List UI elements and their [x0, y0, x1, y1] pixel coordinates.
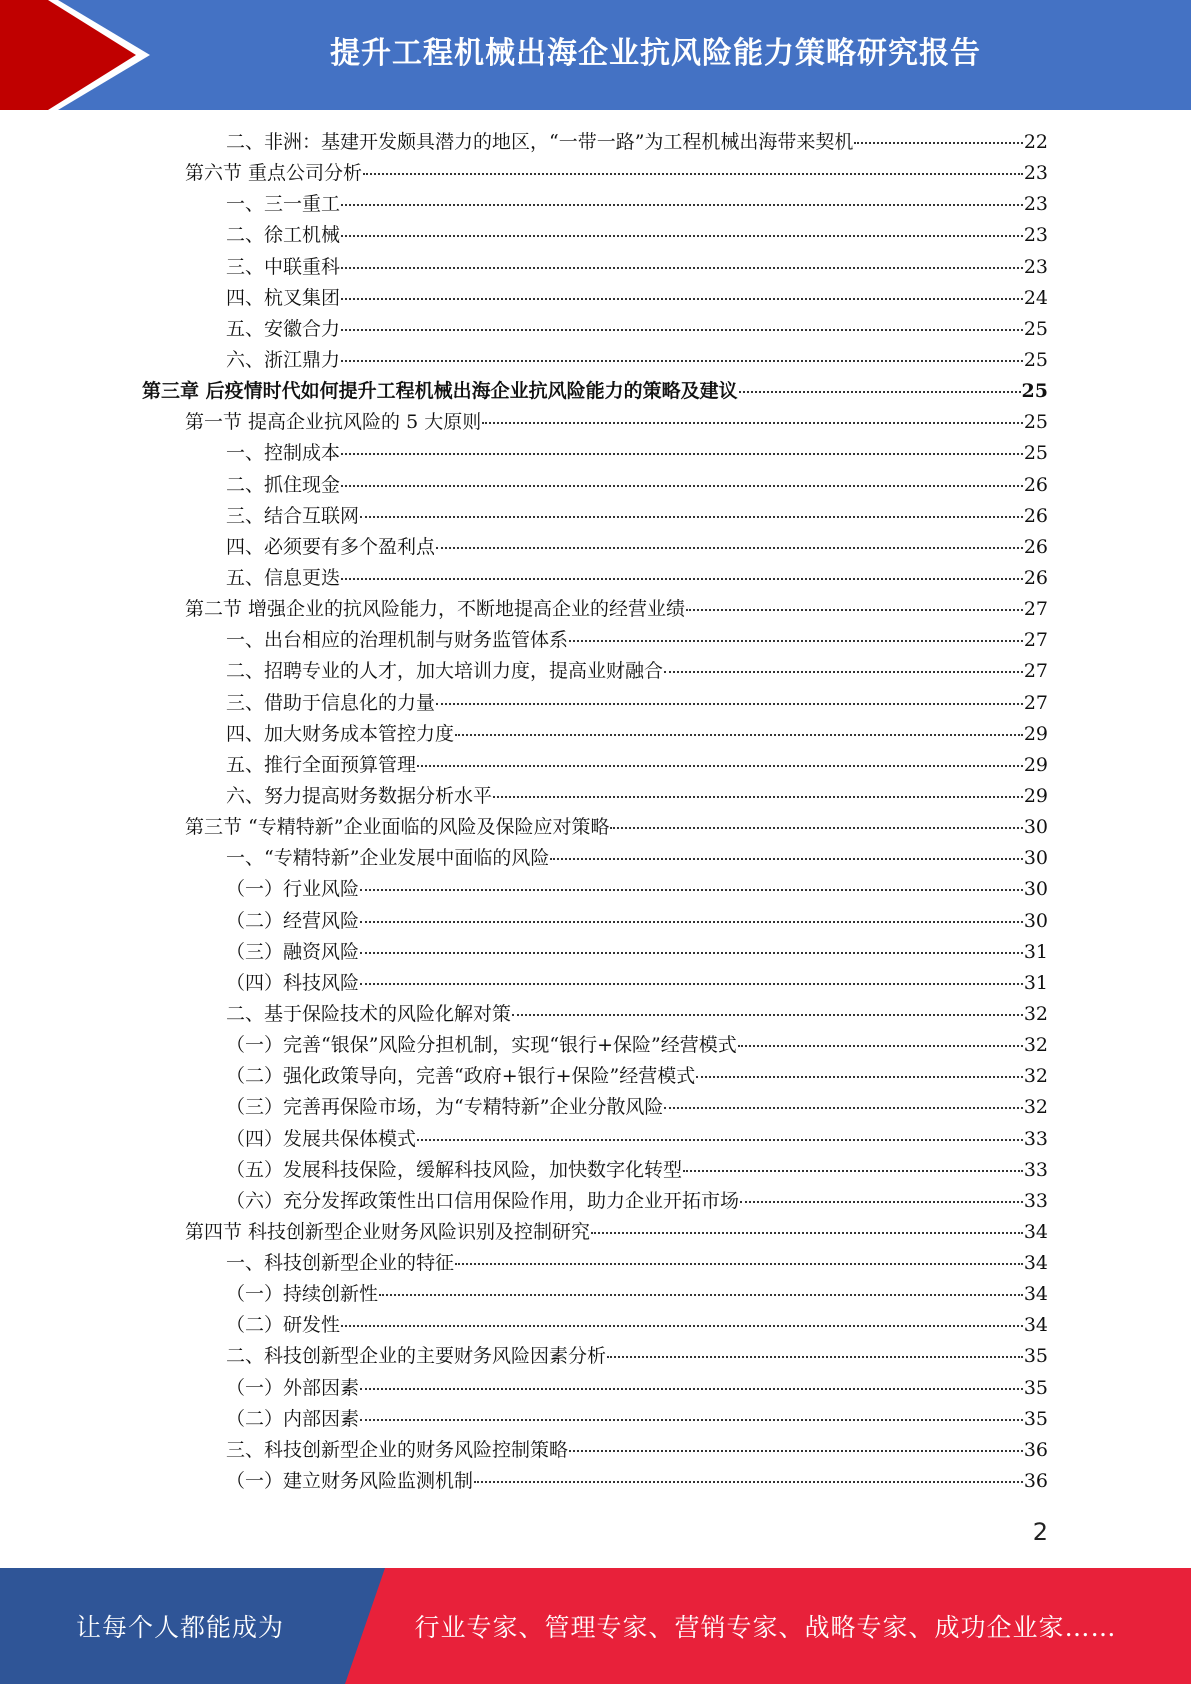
toc-entry[interactable] — [0, 1155, 1191, 1186]
toc-entry[interactable] — [0, 127, 1191, 158]
toc-entry[interactable] — [0, 1092, 1191, 1123]
toc-dot-leader — [341, 298, 1023, 300]
toc-dot-leader — [436, 703, 1023, 705]
report-title: 提升工程机械出海企业抗风险能力策略研究报告 — [330, 36, 981, 71]
toc-entry-title: 三、结合互联网 — [226, 504, 360, 527]
red-chevron-icon — [0, 0, 160, 110]
toc-entry-title: （五）发展科技保险，缓解科技风险，加快数字化转型 — [226, 1158, 683, 1181]
toc-dot-leader — [550, 858, 1022, 860]
toc-entry-page: 33 — [1023, 1127, 1048, 1150]
toc-entry-page: 26 — [1023, 535, 1048, 558]
toc-dot-leader — [569, 640, 1023, 642]
toc-entry[interactable] — [0, 688, 1191, 719]
toc-entry-page: 34 — [1023, 1220, 1048, 1243]
toc-entry-title: 六、浙江鼎力 — [226, 348, 341, 371]
toc-entry-page: 34 — [1023, 1314, 1048, 1337]
toc-entry-title: （四）科技风险 — [226, 971, 360, 994]
toc-entry-title: 二、科技创新型企业的主要财务风险因素分析 — [226, 1345, 607, 1368]
toc-dot-leader — [474, 1481, 1023, 1483]
toc-entry-page: 26 — [1023, 504, 1048, 527]
page-header — [0, 0, 1191, 110]
toc-entry-page: 32 — [1023, 1096, 1048, 1119]
toc-entry-page: 27 — [1023, 660, 1048, 683]
toc-entry-title: （三）完善再保险市场，为“专精特新”企业分散风险 — [226, 1096, 664, 1119]
toc-entry-title: 一、“专精特新”企业发展中面临的风险 — [226, 847, 550, 870]
toc-entry-page: 31 — [1023, 940, 1048, 963]
toc-entry-page: 29 — [1023, 722, 1048, 745]
toc-dot-leader — [341, 453, 1023, 455]
toc-entry-page: 24 — [1023, 286, 1048, 309]
toc-entry[interactable] — [0, 252, 1191, 283]
toc-dot-leader — [738, 1045, 1023, 1047]
toc-entry[interactable] — [0, 656, 1191, 687]
toc-entry[interactable] — [0, 1373, 1191, 1404]
toc-entry-page: 32 — [1023, 1034, 1048, 1057]
toc-entry[interactable] — [0, 1466, 1191, 1497]
footer-slogan-left: 让每个人都能成为 — [75, 1613, 284, 1642]
toc-entry-page: 25 — [1023, 411, 1048, 434]
toc-entry-page: 29 — [1023, 784, 1048, 807]
toc-entry-page: 33 — [1023, 1158, 1048, 1181]
page-footer — [0, 1568, 1191, 1684]
toc-dot-leader — [739, 391, 1021, 393]
toc-entry[interactable] — [0, 1279, 1191, 1310]
toc-entry-title: 五、安徽合力 — [226, 317, 341, 340]
toc-entry-title: （一）外部因素 — [226, 1376, 360, 1399]
toc-entry[interactable] — [0, 781, 1191, 812]
toc-entry-title: 第四节 科技创新型企业财务风险识别及控制研究 — [185, 1220, 591, 1243]
toc-dot-leader — [363, 173, 1023, 175]
toc-entry[interactable] — [0, 1217, 1191, 1248]
toc-entry-title: 三、中联重科 — [226, 255, 341, 278]
toc-entry-page: 31 — [1023, 971, 1048, 994]
toc-entry[interactable] — [0, 314, 1191, 345]
table-of-contents — [0, 127, 1191, 1497]
toc-dot-leader — [360, 516, 1023, 518]
toc-entry-page: 35 — [1023, 1376, 1048, 1399]
toc-entry[interactable] — [0, 719, 1191, 750]
toc-dot-leader — [341, 1325, 1023, 1327]
toc-entry-page: 36 — [1023, 1438, 1048, 1461]
toc-dot-leader — [696, 1076, 1023, 1078]
toc-entry[interactable] — [0, 283, 1191, 314]
toc-entry[interactable] — [0, 750, 1191, 781]
toc-dot-leader — [360, 983, 1023, 985]
toc-entry-title: 第六节 重点公司分析 — [185, 162, 363, 185]
toc-dot-leader — [482, 422, 1023, 424]
toc-entry-title: （三）融资风险 — [226, 940, 360, 963]
toc-entry-title: 第三节 “专精特新”企业面临的风险及保险应对策略 — [185, 816, 610, 839]
toc-entry-title: 第二节 增强企业的抗风险能力，不断地提高企业的经营业绩 — [185, 598, 686, 621]
toc-entry[interactable] — [0, 220, 1191, 251]
toc-entry-page: 22 — [1023, 131, 1048, 153]
toc-entry-title: 二、非洲：基建开发颇具潜力的地区，“一带一路”为工程机械出海带来契机 — [226, 131, 854, 153]
toc-dot-leader — [455, 1263, 1023, 1265]
toc-entry-title: （四）发展共保体模式 — [226, 1127, 417, 1150]
toc-entry-title: 二、基于保险技术的风险化解对策 — [226, 1002, 512, 1025]
toc-dot-leader — [512, 1014, 1023, 1016]
toc-entry[interactable] — [0, 1310, 1191, 1341]
toc-entry[interactable] — [0, 532, 1191, 563]
toc-dot-leader — [607, 1356, 1023, 1358]
toc-dot-leader — [360, 889, 1023, 891]
toc-entry-page: 32 — [1023, 1002, 1048, 1025]
toc-dot-leader — [493, 796, 1023, 798]
toc-entry-title: 第三章 后疫情时代如何提升工程机械出海企业抗风险能力的策略及建议 — [142, 380, 738, 403]
toc-dot-leader — [341, 329, 1023, 331]
toc-dot-leader — [664, 1107, 1022, 1109]
toc-entry[interactable] — [0, 1248, 1191, 1279]
toc-entry-title: 一、出台相应的治理机制与财务监管体系 — [226, 629, 569, 652]
toc-entry-title: （二）强化政策导向，完善“政府+银行+保险”经营模式 — [226, 1065, 696, 1088]
toc-entry[interactable] — [0, 625, 1191, 656]
toc-entry-title: （一）建立财务风险监测机制 — [226, 1470, 474, 1493]
toc-entry[interactable] — [0, 1030, 1191, 1061]
toc-entry-title: 二、徐工机械 — [226, 224, 341, 247]
toc-entry[interactable] — [0, 407, 1191, 438]
toc-entry-title: （六）充分发挥政策性出口信用保险作用，助力企业开拓市场 — [226, 1189, 740, 1212]
toc-entry-page: 23 — [1023, 224, 1048, 247]
toc-entry-page: 26 — [1023, 566, 1048, 589]
toc-entry[interactable] — [0, 1124, 1191, 1155]
toc-entry-title: 三、科技创新型企业的财务风险控制策略 — [226, 1438, 569, 1461]
toc-entry-title: 一、控制成本 — [226, 442, 341, 465]
toc-entry-title: （二）研发性 — [226, 1314, 341, 1337]
toc-entry[interactable] — [0, 1435, 1191, 1466]
toc-entry[interactable] — [0, 874, 1191, 905]
toc-entry-title: 三、借助于信息化的力量 — [226, 691, 436, 714]
toc-entry[interactable] — [0, 438, 1191, 469]
toc-entry-page: 27 — [1023, 629, 1048, 652]
toc-entry-page: 25 — [1021, 380, 1048, 403]
toc-entry-page: 32 — [1023, 1065, 1048, 1088]
toc-dot-leader — [379, 1294, 1023, 1296]
toc-entry[interactable] — [0, 812, 1191, 843]
toc-entry-page: 29 — [1023, 753, 1048, 776]
toc-entry-page: 30 — [1023, 878, 1048, 901]
toc-entry[interactable] — [0, 968, 1191, 999]
toc-entry[interactable] — [0, 1404, 1191, 1435]
toc-entry-page: 25 — [1023, 442, 1048, 465]
toc-dot-leader — [455, 734, 1023, 736]
toc-entry-title: 二、招聘专业的人才，加大培训力度，提高业财融合 — [226, 660, 664, 683]
toc-dot-leader — [686, 609, 1023, 611]
toc-entry-page: 23 — [1023, 162, 1048, 185]
toc-entry-title: （二）内部因素 — [226, 1407, 360, 1430]
toc-entry-page: 23 — [1023, 255, 1048, 278]
toc-entry-title: （一）完善“银保”风险分担机制，实现“银行+保险”经营模式 — [226, 1034, 737, 1057]
toc-entry-page: 33 — [1023, 1189, 1048, 1212]
toc-entry[interactable] — [0, 158, 1191, 189]
toc-dot-leader — [664, 671, 1023, 673]
toc-entry-page: 35 — [1023, 1345, 1048, 1368]
toc-dot-leader — [569, 1450, 1023, 1452]
toc-entry[interactable] — [0, 1061, 1191, 1092]
toc-entry-title: 第一节 提高企业抗风险的 5 大原则 — [185, 411, 482, 434]
toc-entry[interactable] — [0, 1186, 1191, 1217]
toc-entry-page: 30 — [1023, 816, 1048, 839]
toc-entry-page: 30 — [1023, 847, 1048, 870]
toc-entry-title: 一、科技创新型企业的特征 — [226, 1252, 455, 1275]
toc-entry-title: 四、必须要有多个盈利点 — [226, 535, 436, 558]
toc-dot-leader — [341, 360, 1023, 362]
toc-entry-page: 27 — [1023, 598, 1048, 621]
toc-entry-title: 一、三一重工 — [226, 193, 341, 216]
toc-dot-leader — [740, 1201, 1023, 1203]
toc-entry-title: （二）经营风险 — [226, 909, 360, 932]
toc-entry[interactable] — [0, 189, 1191, 220]
toc-entry-title: （一）持续创新性 — [226, 1283, 379, 1306]
toc-dot-leader — [417, 1139, 1023, 1141]
toc-entry-title: 四、杭叉集团 — [226, 286, 341, 309]
toc-entry-title: 四、加大财务成本管控力度 — [226, 722, 455, 745]
toc-entry[interactable] — [0, 906, 1191, 937]
toc-dot-leader — [591, 1232, 1023, 1234]
toc-dot-leader — [683, 1170, 1023, 1172]
toc-entry-page: 26 — [1023, 473, 1048, 496]
toc-entry-page: 23 — [1023, 193, 1048, 216]
toc-entry-page: 27 — [1023, 691, 1048, 714]
toc-entry-title: 五、信息更迭 — [226, 566, 341, 589]
toc-dot-leader — [341, 235, 1023, 237]
toc-entry[interactable] — [0, 999, 1191, 1030]
toc-dot-leader — [360, 1388, 1023, 1390]
toc-entry-title: （一）行业风险 — [226, 878, 360, 901]
toc-entry-page: 30 — [1023, 909, 1048, 932]
toc-dot-leader — [854, 142, 1022, 144]
toc-entry[interactable] — [0, 843, 1191, 874]
toc-dot-leader — [360, 952, 1023, 954]
toc-entry[interactable] — [0, 937, 1191, 968]
toc-dot-leader — [341, 578, 1023, 580]
toc-dot-leader — [360, 921, 1023, 923]
toc-entry[interactable] — [0, 345, 1191, 376]
toc-entry[interactable] — [0, 501, 1191, 532]
toc-entry-page: 35 — [1023, 1407, 1048, 1430]
toc-entry[interactable] — [0, 376, 1191, 407]
toc-entry-title: 六、努力提高财务数据分析水平 — [226, 784, 493, 807]
toc-entry-page: 34 — [1023, 1283, 1048, 1306]
toc-entry-title: 二、抓住现金 — [226, 473, 341, 496]
toc-dot-leader — [417, 765, 1023, 767]
toc-entry-page: 25 — [1023, 317, 1048, 340]
toc-entry-page: 34 — [1023, 1252, 1048, 1275]
page-number: 2 — [1032, 1518, 1048, 1546]
toc-entry[interactable] — [0, 594, 1191, 625]
toc-entry[interactable] — [0, 563, 1191, 594]
toc-dot-leader — [341, 204, 1023, 206]
toc-dot-leader — [341, 485, 1023, 487]
toc-entry[interactable] — [0, 1341, 1191, 1372]
toc-entry-title: 五、推行全面预算管理 — [226, 753, 417, 776]
toc-entry-page: 25 — [1023, 348, 1048, 371]
footer-slogan-right: 行业专家、管理专家、营销专家、战略专家、成功企业家…… — [414, 1613, 1117, 1642]
toc-entry[interactable] — [0, 470, 1191, 501]
toc-dot-leader — [610, 827, 1022, 829]
toc-entry-page: 36 — [1023, 1470, 1048, 1493]
toc-dot-leader — [341, 267, 1023, 269]
toc-dot-leader — [436, 547, 1023, 549]
toc-dot-leader — [360, 1419, 1023, 1421]
